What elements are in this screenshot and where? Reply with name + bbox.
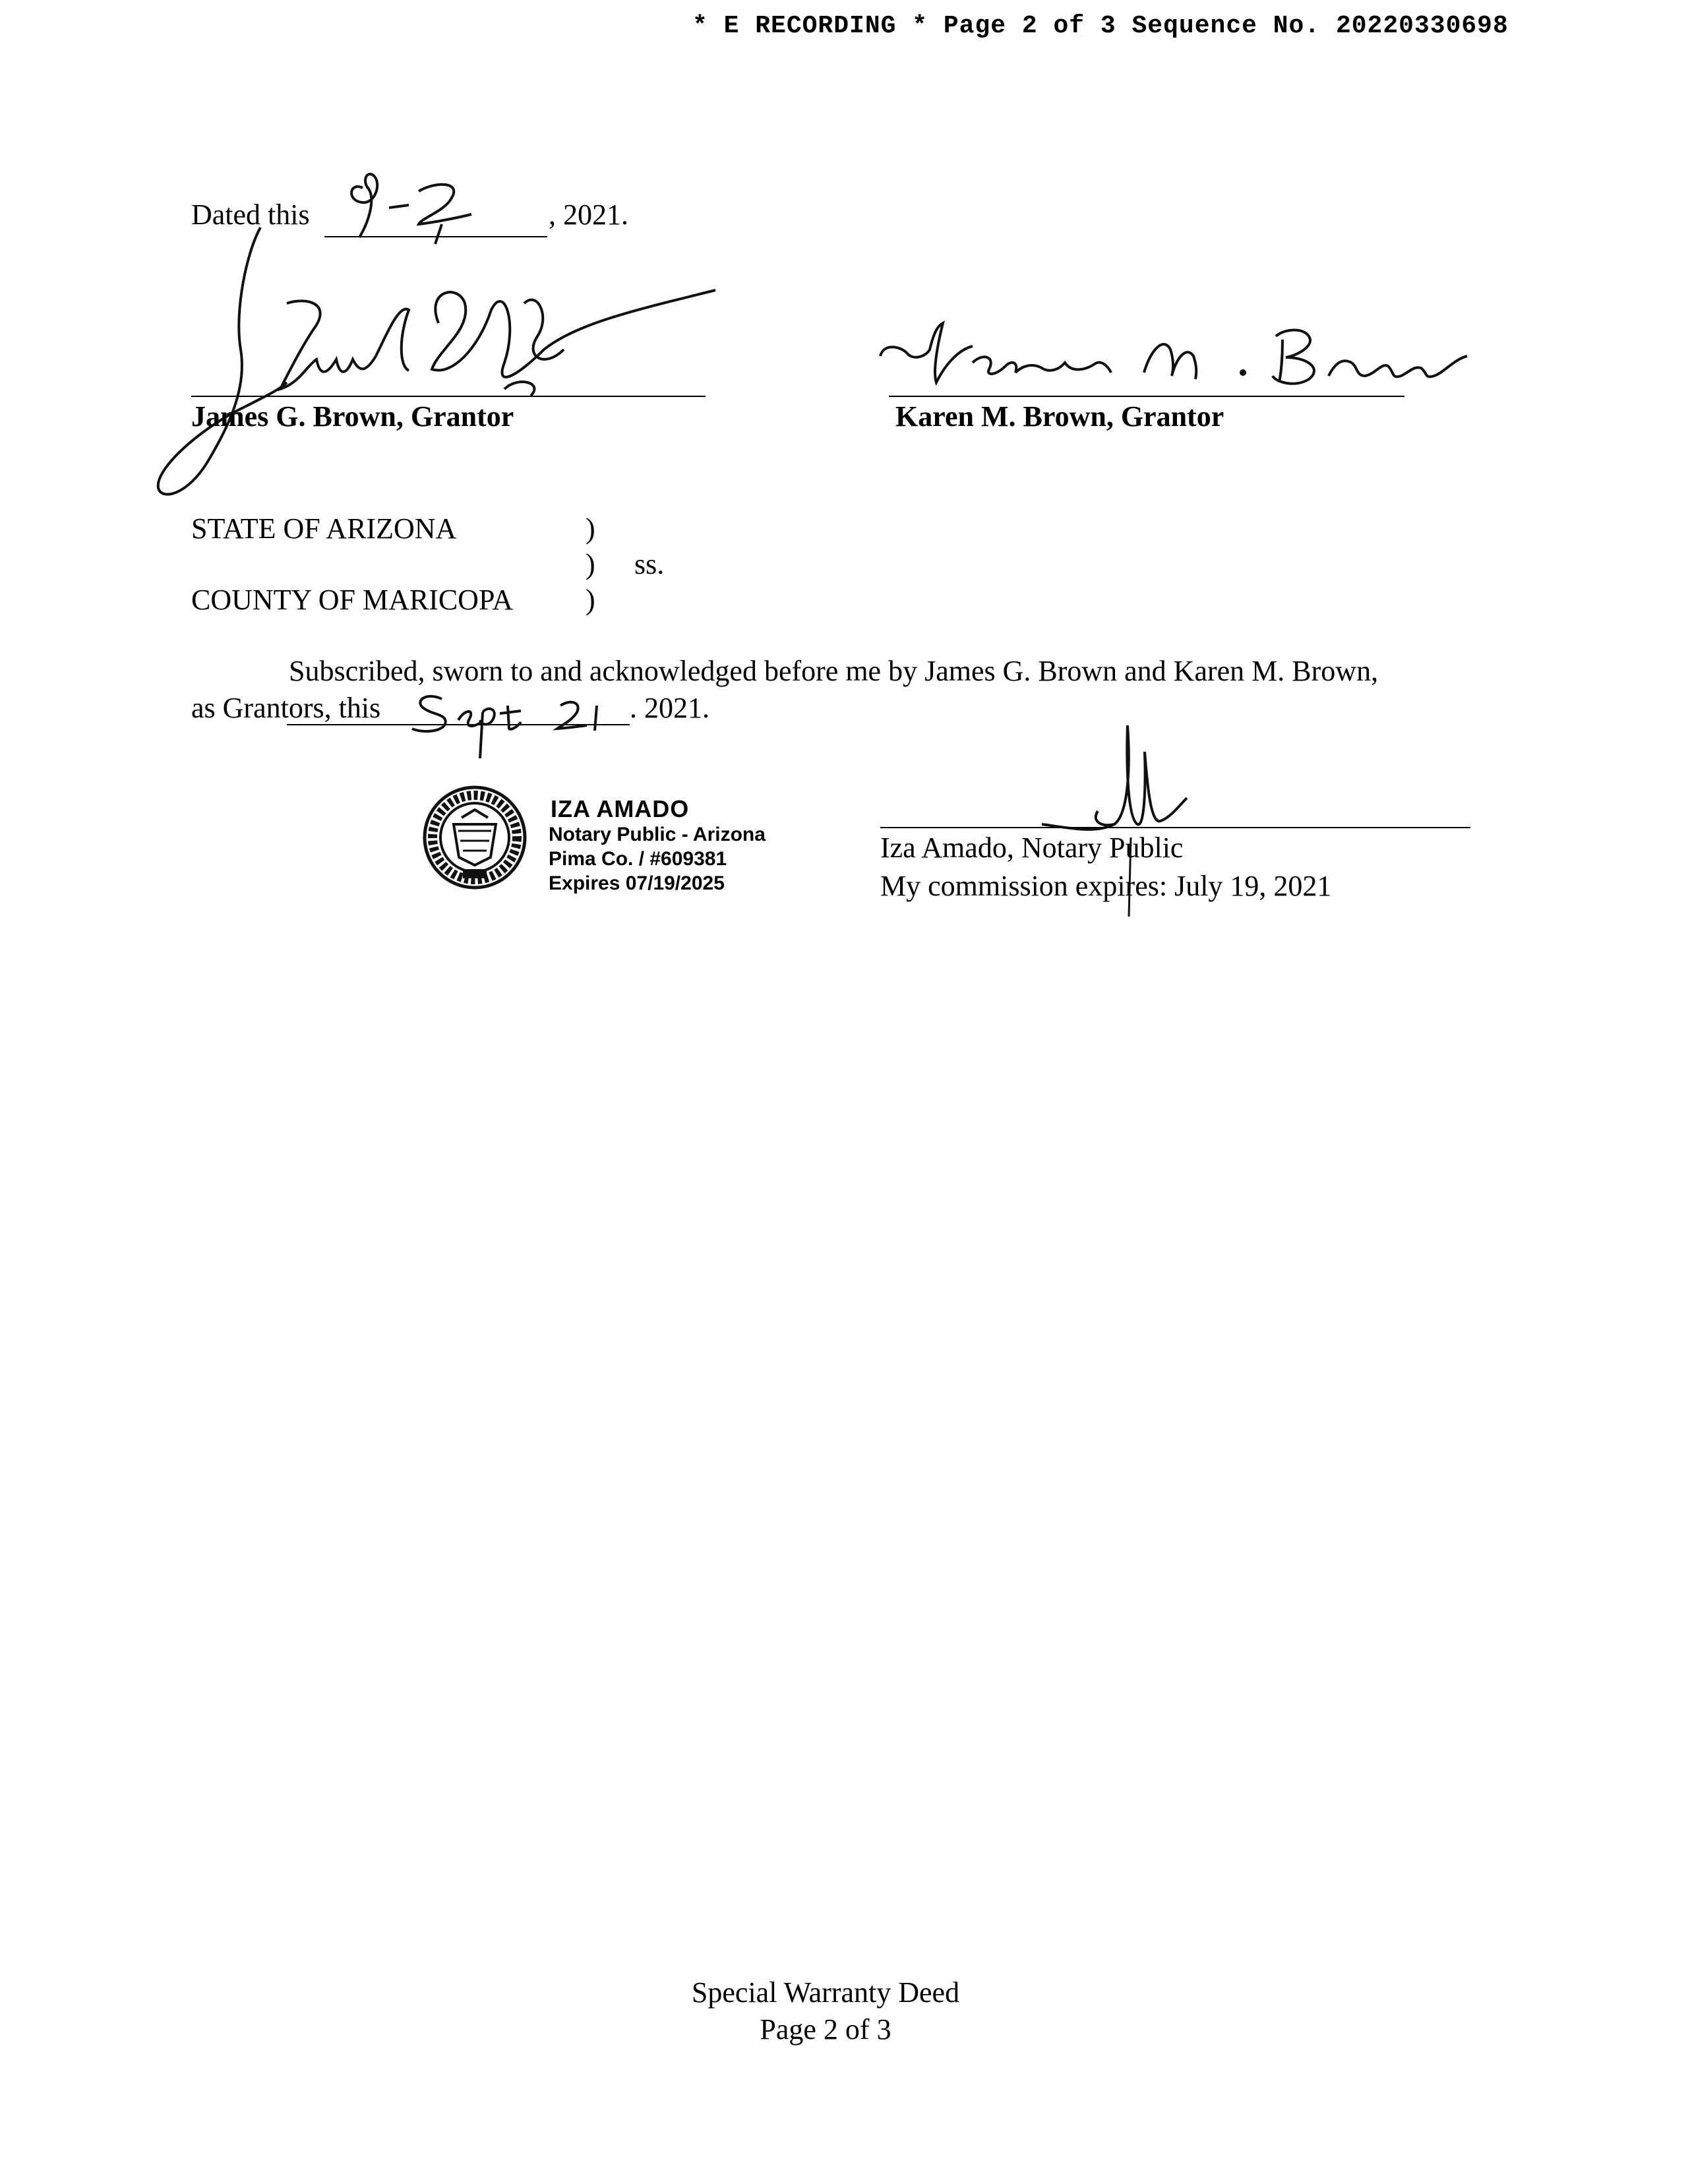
notary-commission-line: My commission expires: July 19, 2021: [880, 870, 1332, 902]
notary-stamp-expires: Expires 07/19/2025: [549, 872, 725, 894]
acknowledgment-line-2-suffix: . 2021.: [630, 692, 709, 724]
venue-paren-2: ): [586, 548, 595, 580]
venue-state: STATE OF ARIZONA: [191, 512, 457, 545]
acknowledgment-handwritten-date: [409, 679, 626, 765]
venue-county: COUNTY OF MARICOPA: [191, 584, 514, 616]
notary-seal-icon: [422, 785, 528, 890]
grantor1-label: James G. Brown, Grantor: [191, 400, 514, 433]
venue-paren-1: ): [586, 512, 595, 545]
acknowledgment-line-1: Subscribed, sworn to and acknowledged before me by James G. Brown and Karen M. Brown,: [289, 655, 1379, 687]
signature-karen-m-brown: [874, 310, 1480, 409]
notary-name-line: Iza Amado, Notary Public: [880, 832, 1184, 864]
footer-doc-title: Special Warranty Deed: [691, 1976, 960, 2009]
grantor2-label: Karen M. Brown, Grantor: [895, 400, 1224, 433]
recording-header: * E RECORDING * Page 2 of 3 Sequence No. 20220330698: [692, 12, 1509, 40]
notary-stamp-commission: Pima Co. / #609381: [549, 848, 727, 870]
dated-prefix: Dated this: [191, 198, 310, 231]
notary-stamp-title: Notary Public - Arizona: [549, 824, 766, 845]
venue-ss: ss.: [634, 548, 665, 580]
notary-signature-line: [880, 827, 1470, 828]
grantor1-signature-line: [191, 396, 706, 397]
dated-suffix: , 2021.: [549, 198, 628, 231]
venue-paren-3: ): [586, 584, 595, 616]
grantor2-signature-line: [889, 396, 1404, 397]
notary-stamp-name: IZA AMADO: [551, 795, 690, 822]
acknowledgment-line-2-prefix: as Grantors, this: [191, 692, 381, 724]
footer-page-label: Page 2 of 3: [760, 2013, 891, 2046]
signature-james-g-brown: [148, 218, 768, 514]
